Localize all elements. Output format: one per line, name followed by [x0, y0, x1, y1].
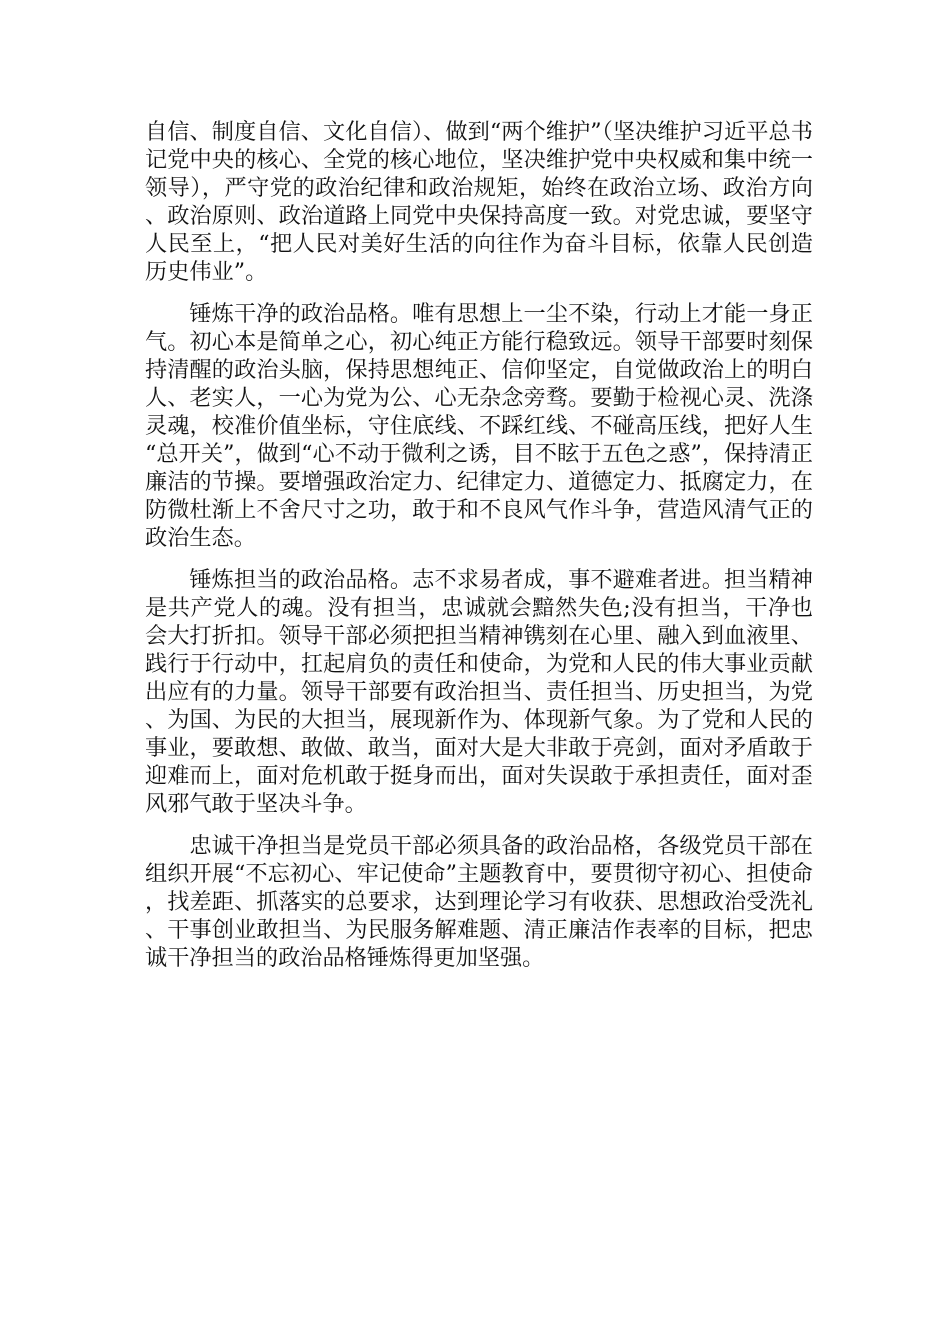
paragraph-integrity: 锤炼干净的政治品格。唯有思想上一尘不染，行动上才能一身正气。初心本是简单之心，初心纯正方能行稳致远。领导干部要时刻保持清醒的政治头脑，保持思想纯正、信仰坚定，自觉做政治上的明白人、老实人，一心为党为公、心无杂念旁骛。要勤于检视心灵、洗涤灵魂，校准价值坐标，守住底线、不踩红线、不碰高压线，把好人生“总开关”，做到“心不动于微利之诱，目不眩于五色之惑”，保持清正廉洁的节操。要增强政治定力、纪律定力、道德定力、抵腐定力，在防微杜渐上不舍尺寸之功，敢于和不良风气作斗争，营造风清气正的政治生态。	[145, 301, 813, 551]
paragraph-loyalty-continuation: 自信、制度自信、文化自信）、做到“两个维护”（坚决维护习近平总书记党中央的核心、全党的核心地位，坚决维护党中央权威和集中统一领导），严守党的政治纪律和政治规矩，始终在政治立场、政治方向、政治原则、政治道路上同党中央保持高度一致。对党忠诚，要坚守人民至上，“把人民对美好生活的向往作为奋斗目标，依靠人民创造历史伟业”。	[145, 119, 813, 285]
paragraph-responsibility: 锤炼担当的政治品格。志不求易者成，事不避难者进。担当精神是共产党人的魂。没有担当，忠诚就会黯然失色;没有担当，干净也会大打折扣。领导干部必须把担当精神镌刻在心里、融入到血液里、践行于行动中，扛起肩负的责任和使命，为党和人民的伟大事业贡献出应有的力量。领导干部要有政治担当、责任担当、历史担当，为党、为国、为民的大担当，展现新作为、体现新气象。为了党和人民的事业，要敢想、敢做、敢当，面对大是大非敢于亮剑，面对矛盾敢于迎难而上，面对危机敢于挺身而出，面对失误敢于承担责任，面对歪风邪气敢于坚决斗争。	[145, 567, 813, 817]
document-page	[145, 118, 813, 986]
paragraph-conclusion: 忠诚干净担当是党员干部必须具备的政治品格，各级党员干部在组织开展“不忘初心、牢记使命”主题教育中，要贯彻守初心、担使命，找差距、抓落实的总要求，达到理论学习有收获、思想政治受洗礼、干事创业敢担当、为民服务解难题、清正廉洁作表率的目标，把忠诚干净担当的政治品格锤炼得更加坚强。	[145, 833, 813, 971]
